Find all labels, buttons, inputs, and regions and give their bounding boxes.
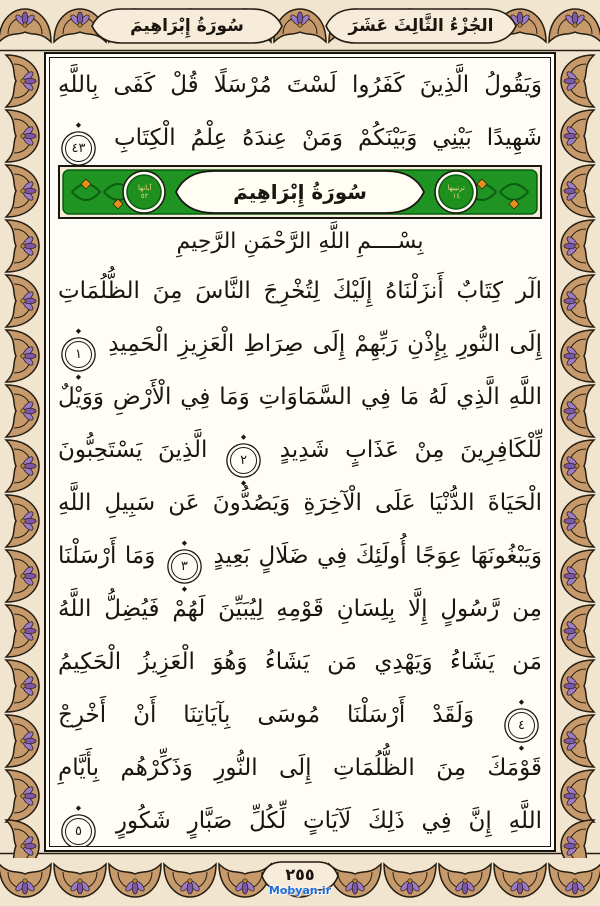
quran-line	[58, 530, 542, 583]
verse-text: وَيَقُولُ الَّذِينَ كَفَرُوا لَسْتَ مُرْسَلًا قُلْ كَفَى بِاللَّهِ	[58, 72, 542, 98]
quran-line	[58, 689, 542, 742]
quran-line	[58, 583, 542, 636]
quran-line	[58, 318, 542, 371]
quran-line	[58, 371, 542, 424]
quran-line	[58, 265, 542, 318]
verse-text: لِّلْكَافِرِينَ مِنْ عَذَابٍ شَدِيدٍ	[279, 437, 543, 463]
verse-text: وَمَا أَرْسَلْنَا	[58, 543, 156, 569]
verse-number-medallion: ◆ ١ ◆	[65, 341, 92, 368]
header-surah-cartouche: سُورَةُ إِبْرَاهِيمَ	[130, 16, 244, 36]
verse-number-medallion: ◆ ٥ ◆	[65, 818, 92, 845]
ayat-medallion-label: آياتها	[137, 184, 152, 192]
quran-line	[58, 112, 542, 165]
verse-number-medallion: ◆ ٤ ◆	[508, 712, 535, 739]
verse-number-medallion: ◆ ٢ ◆	[230, 447, 257, 474]
verses-block-rad	[58, 59, 542, 165]
quran-line	[58, 59, 542, 112]
text-frame	[44, 52, 556, 852]
header-juz-cartouche: الجُزْءُ الثَّالِثَ عَشَرَ	[348, 16, 494, 36]
quran-line	[58, 742, 542, 795]
quran-line	[58, 636, 542, 689]
verse-text: شَهِيدًا بَيْنِي وَبَيْنَكُمْ وَمَنْ عِندَهُ عِلْمُ الْكِتَابِ	[113, 125, 543, 151]
quran-line	[58, 477, 542, 530]
bismillah: بِسْــــمِ اللَّهِ الرَّحْمَنِ الرَّحِيمِ	[176, 229, 424, 254]
verse-text: وَيَبْغُونَهَا عِوَجًا أُولَئِكَ فِي ضَلَالٍ بَعِيدٍ	[213, 543, 542, 569]
verse-text: مَن يَشَاءُ وَيَهْدِي مَن يَشَاءُ وَهُوَ الْعَزِيزُ الْحَكِيمُ	[58, 649, 542, 675]
surah-title-banner	[58, 165, 542, 219]
verse-number-medallion: ◆ ٣ ◆	[171, 553, 198, 580]
verse-text: قَوْمَكَ مِنَ الظُّلُمَاتِ إِلَى النُّورِ وَذَكِّرْهُم بِأَيَّامِ	[58, 755, 542, 781]
verse-text: اللَّهِ إِنَّ فِي ذَلِكَ لَآيَاتٍ لِّكُلِّ صَبَّارٍ شَكُورٍ	[115, 808, 542, 834]
border-ornament-left	[0, 46, 44, 858]
ayat-medallion-number: ٥٢	[140, 192, 149, 200]
order-medallion-number: ١٤	[452, 192, 461, 200]
order-medallion-label: ترتيبها	[447, 184, 465, 192]
surah-order-medallion	[435, 174, 479, 210]
verse-number-medallion: ◆ ٤٣ ◆	[65, 135, 92, 162]
page-number: ٢٥٥	[285, 865, 315, 884]
quran-line	[58, 795, 542, 847]
verse-text: وَلَقَدْ أَرْسَلْنَا مُوسَى بِآيَاتِنَا أَنْ أَخْرِجْ	[58, 702, 475, 728]
verses-block-ibrahim	[58, 265, 542, 847]
ayat-count-medallion	[123, 174, 167, 210]
quran-line	[58, 424, 542, 477]
verse-text: الْحَيَاةَ الدُّنْيَا عَلَى الْآخِرَةِ وَيَصُدُّونَ عَن سَبِيلِ اللَّهِ	[58, 490, 542, 516]
surah-banner-title: سُورَةُ إِبْرَاهِيمَ	[233, 180, 367, 204]
watermark: Mobyan.ir	[268, 884, 332, 897]
verse-text: مِن رَّسُولٍ إِلَّا بِلِسَانِ قَوْمِهِ لِيُبَيِّنَ لَهُمْ فَيُضِلُّ اللَّهُ	[58, 596, 542, 622]
verse-text: اللَّهِ الَّذِي لَهُ مَا فِي السَّمَاوَاتِ وَمَا فِي الْأَرْضِ وَوَيْلٌ	[58, 384, 542, 410]
verse-text: الٓر كِتَابٌ أَنزَلْنَاهُ إِلَيْكَ لِتُخْرِجَ النَّاسَ مِنَ الظُّلُمَاتِ	[58, 278, 542, 304]
verse-text: إِلَى النُّورِ بِإِذْنِ رَبِّهِمْ إِلَى صِرَاطِ الْعَزِيزِ الْحَمِيدِ	[108, 331, 542, 357]
border-ornament-right	[556, 46, 600, 858]
verse-text: الَّذِينَ يَسْتَحِبُّونَ	[58, 437, 208, 463]
